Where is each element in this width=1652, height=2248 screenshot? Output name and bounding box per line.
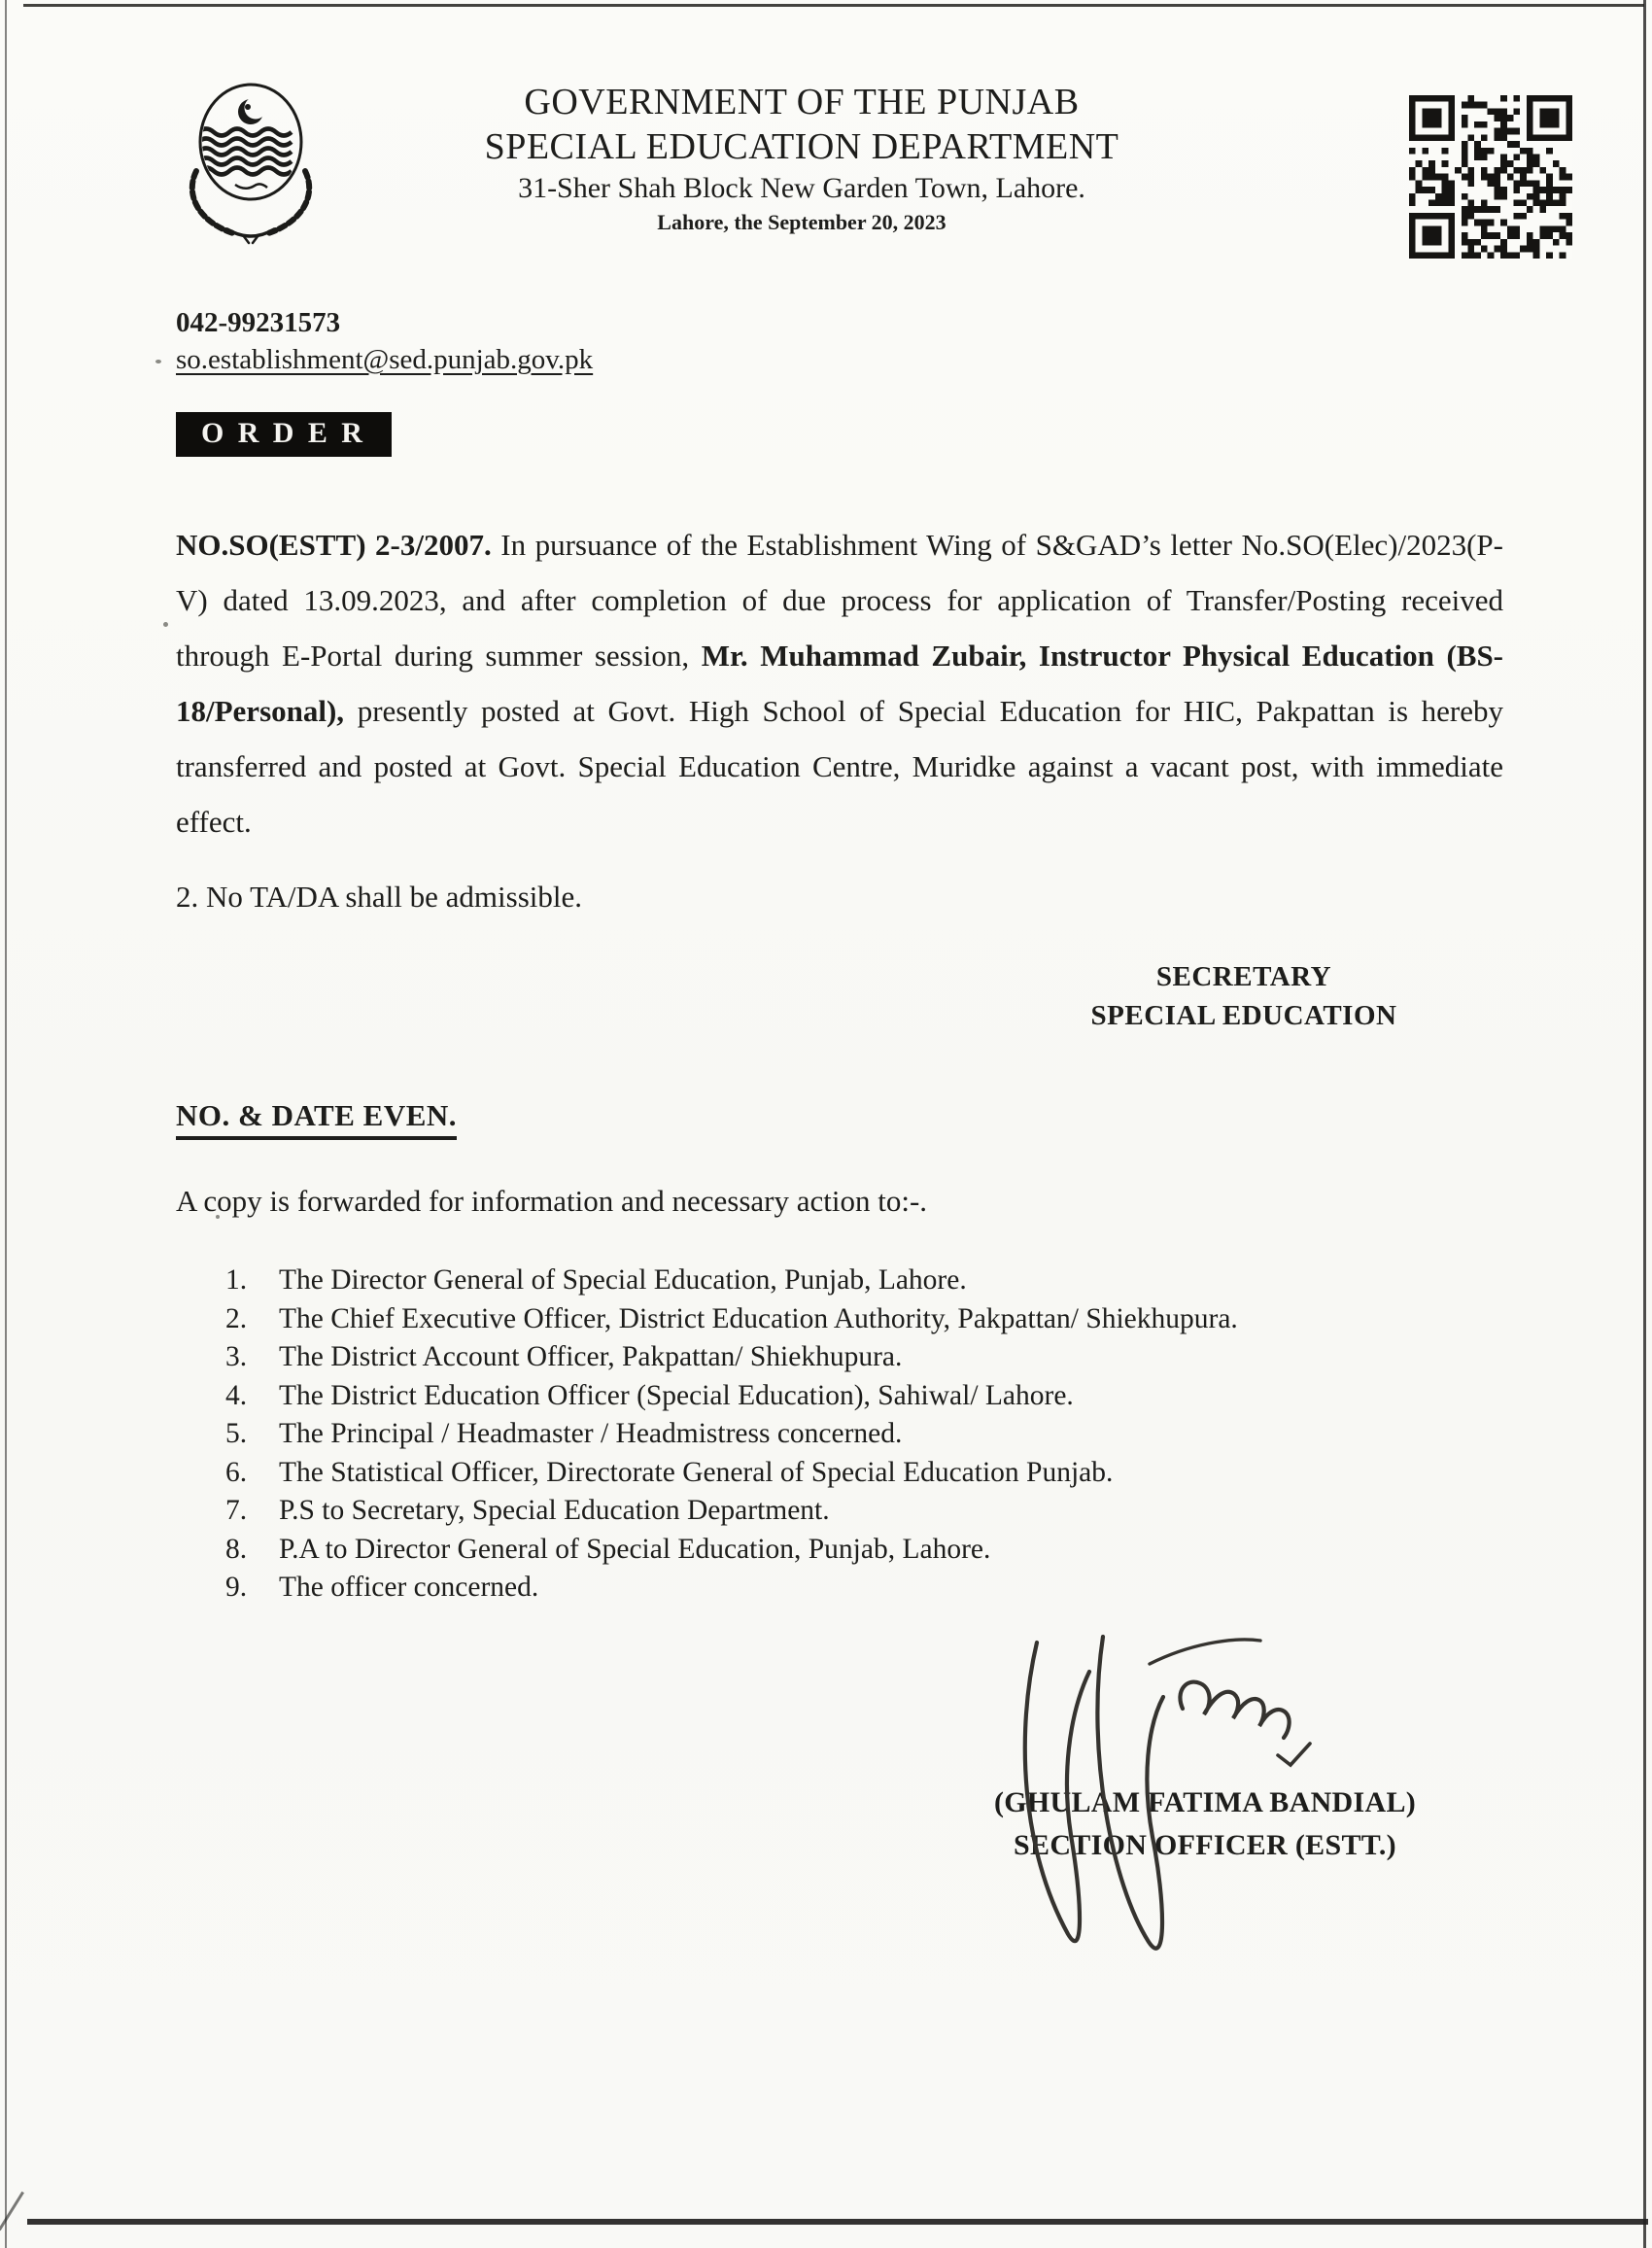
signatory-title: SECRETARY (1155, 961, 1332, 992)
department-title-line1: GOVERNMENT OF THE PUNJAB (524, 82, 1080, 122)
list-item-text: The officer concerned. (279, 1572, 539, 1603)
signatory-designation: SECTION OFFICER (ESTT.) (1014, 1829, 1396, 1861)
list-item (225, 1531, 1489, 1570)
qr-code (1409, 95, 1572, 259)
signatory-department: SPECIAL EDUCATION (1090, 1000, 1397, 1031)
list-item (225, 1415, 1489, 1454)
transferee-name-designation: Mr. Muhammad Zubair, Instructor Physical Education (BS-18/Personal), (176, 639, 1504, 728)
list-item-number: 1. (225, 1264, 248, 1296)
department-address: 31-Sher Shah Block New Garden Town, Lahore. (518, 172, 1085, 204)
list-item-number: 7. (225, 1495, 248, 1526)
list-item (225, 1300, 1489, 1339)
handwritten-signature-icon (957, 1602, 1375, 1973)
list-item-text: The Statistical Officer, Directorate General of Special Education Punjab. (279, 1456, 1114, 1488)
list-item-number: 9. (225, 1572, 248, 1603)
department-title-line2: SPECIAL EDUCATION DEPARTMENT (484, 126, 1119, 167)
list-item-text: The District Account Officer, Pakpattan/ Shiekhupura. (279, 1341, 903, 1372)
scan-speck (163, 622, 168, 627)
list-item (225, 1262, 1489, 1300)
list-item-number: 3. (225, 1341, 248, 1372)
list-item-number: 2. (225, 1302, 248, 1334)
scan-edge-bottom (27, 2219, 1648, 2225)
no-and-date-even-heading: NO. & DATE EVEN. (176, 1098, 457, 1140)
email-address: so.establishment@sed.punjab.gov.pk (176, 344, 594, 375)
scan-edge-corner (0, 2192, 24, 2231)
list-item-text: P.S to Secretary, Special Education Department. (279, 1495, 830, 1526)
body-text-1: In pursuance of the Establishment Wing of S&GAD’s letter No.SO(Elec)/2023(P-V) dated 13.09.2023, and after completion of due process for application of Transfer/Posting received through E-Portal during summer session, (176, 528, 1503, 673)
order-heading: ORDER (176, 412, 392, 457)
list-item-number: 8. (225, 1533, 248, 1565)
list-item-text: The Principal / Headmaster / Headmistress concerned. (279, 1418, 903, 1449)
scan-edge-right (1643, 0, 1646, 2248)
body-text-2: presently posted at Govt. High School of Special Education for HIC, Pakpattan is hereby transferred and posted at Govt. Special Education Centre, Muridke against a vacant post, with immediate effect. (176, 694, 1503, 839)
list-item-number: 5. (225, 1418, 248, 1449)
signatory-name: (GHULAM FATIMA BANDIAL) (993, 1786, 1417, 1818)
list-item (225, 1492, 1489, 1531)
scan-edge-left (5, 0, 7, 2248)
list-item-text: The Chief Executive Officer, District Education Authority, Pakpattan/ Shiekhupura. (279, 1302, 1238, 1334)
list-item (225, 1338, 1489, 1377)
scan-speck (155, 360, 161, 363)
letter-dateline: Lahore, the September 20, 2023 (657, 210, 946, 234)
list-item-text: The Director General of Special Education, Punjab, Lahore. (279, 1264, 967, 1296)
list-item (225, 1454, 1489, 1493)
clause-2: 2. No TA/DA shall be admissible. (176, 880, 583, 914)
scan-edge-top (23, 4, 1644, 7)
punjab-government-crest-icon (157, 82, 344, 245)
contact-block (176, 305, 593, 379)
order-body-paragraph (176, 517, 1503, 849)
list-item-text: P.A to Director General of Special Education, Punjab, Lahore. (279, 1533, 991, 1565)
copy-forwarded-line: A copy is forwarded for information and necessary action to:-. (176, 1184, 928, 1218)
list-item-number: 6. (225, 1456, 248, 1488)
reference-number: NO.SO(ESTT) 2-3/2007. (176, 528, 492, 562)
phone-number: 042-99231573 (176, 307, 341, 338)
signatory-secretary (1011, 957, 1477, 1035)
distribution-list (225, 1262, 1489, 1608)
list-item (225, 1377, 1489, 1416)
letterhead (408, 80, 1195, 237)
list-item-number: 4. (225, 1379, 248, 1411)
qr-code-canvas (1409, 95, 1572, 259)
list-item-text: The District Education Officer (Special Education), Sahiwal/ Lahore. (279, 1379, 1074, 1411)
